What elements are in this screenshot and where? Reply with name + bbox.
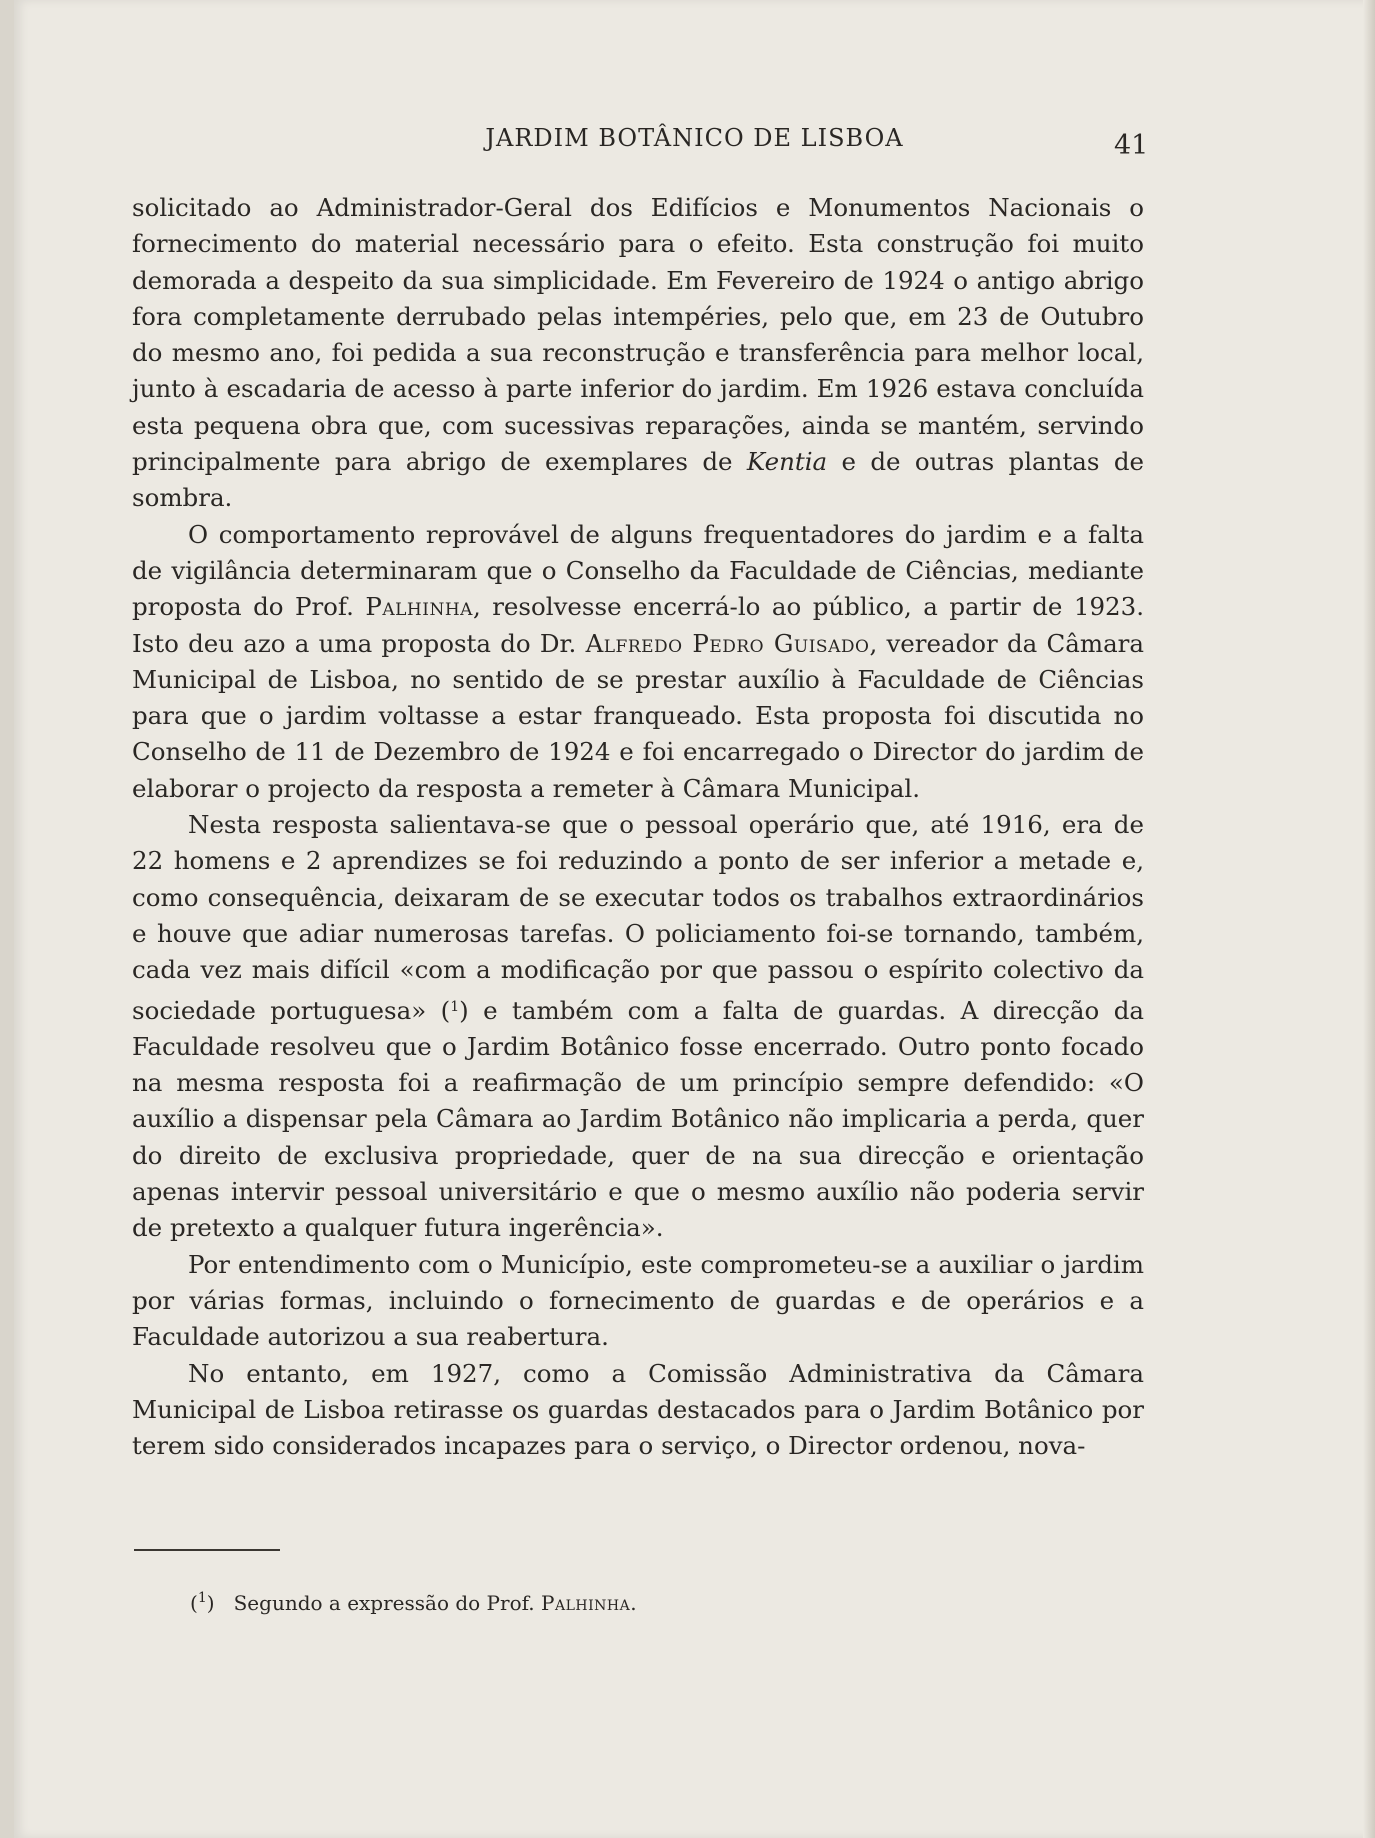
footnote-text: Segundo a expressão do Prof. [233, 1591, 542, 1615]
paragraph-3 [132, 807, 1144, 1247]
paragraph-text: solicitado ao Administrador-Geral dos Edifícios e Monumentos Nacionais o fornecimento do material necessário para o efeito. Esta construção foi muito demorada a despeito da sua simplicidade. Em Fevereiro de 1924 o antigo abrigo fora completamente derrubado pelas intempéries, pelo que, em 23 de Outubro do mesmo ano, foi pedida a sua reconstrução e transferência para melhor local, junto à escadaria de acesso à parte inferior do jardim. Em 1926 estava concluída esta pequena obra que, com sucessivas reparações, ainda se mantém, servindo principalmente para abrigo de exemplares de [132, 193, 1144, 477]
paragraph-text: O comportamento reprovável de alguns frequentadores do jardim e a falta de vigilância determinaram que o Conselho da Faculdade de Ciências, mediante proposta do Prof. [132, 519, 1144, 622]
body-text [132, 190, 1144, 1464]
paragraph-5: No entanto, em 1927, como a Comissão Administrativa da Câmara Municipal de Lisboa retirasse os guardas destacados para o Jardim Botânico por terem sido considerados incapazes para o serviço, o Director ordenou, nova- [132, 1358, 1144, 1461]
book-page [14, 0, 1375, 1838]
running-title: JARDIM BOTÂNICO DE LISBOA [485, 124, 904, 152]
paragraph-4: Por entendimento com o Município, este comprometeu-se a auxiliar o jardim por várias formas, incluindo o fornecimento de guardas e de operários e a Faculdade autorizou a sua reabertura. [132, 1249, 1144, 1352]
page-number: 41 [1114, 130, 1149, 161]
footnote-marker: 1 [197, 1590, 207, 1606]
footnote-divider [134, 1549, 280, 1551]
paragraph-text: , resolvesse encerrá-lo ao público, a partir de 1923. Isto deu azo a uma proposta do Dr. [132, 592, 1144, 658]
paragraph-2 [132, 517, 1144, 807]
paragraph-text: e de outras plantas de sombra. [132, 447, 1145, 513]
italic-term: Kentia [746, 447, 828, 477]
page-edge [1363, 0, 1375, 1838]
person-name: Alfredo Pedro Guisado [585, 628, 870, 658]
person-name: Palhinha [541, 1591, 631, 1615]
footnote-reference[interactable]: 1 [450, 998, 460, 1015]
person-name: Palhinha [365, 592, 473, 622]
footnote-end: . [630, 1591, 637, 1615]
paragraph-text: ) e também com a falta de guardas. A direcção da Faculdade resolveu que o Jardim Botânico fosse encerrado. Outro ponto focado na mesma resposta foi a reafirmação de um princípio sempre defendido: «O auxílio a dispensar pela Câmara ao Jardim Botânico não implicaria a perda, quer do direito de exclusiva propriedade, quer de na sua direcção e orientação apenas intervir pessoal universitário e que o mesmo auxílio não poderia servir de pretexto a qualquer futura ingerência». [132, 995, 1145, 1243]
paragraph-1 [132, 190, 1144, 517]
paragraph-text: Nesta resposta salientava-se que o pessoal operário que, até 1916, era de 22 homens e 2 aprendizes se foi reduzindo a ponto de ser inferior a metade e, como consequência, deixaram de se executar todos os trabalhos extraordinários e houve que adiar numerosas tarefas. O policiamento foi-se tornando, também, cada vez mais difícil «com a modificação por que passou o espírito colectivo da sociedade portuguesa» ( [132, 810, 1144, 1025]
footnote: ($^1$) Segundo a expressão do Prof. Palhinha. [190, 1590, 637, 1615]
paragraph-text: , vereador da Câmara Municipal de Lisboa, no sentido de se prestar auxílio à Faculdade de Ciências para que o jardim voltasse a estar franqueado. Esta proposta foi discutida no Conselho de 11 de Dezembro de 1924 e foi encarregado o Director do jardim de elaborar o projecto da resposta a remeter à Câmara Municipal. [132, 628, 1144, 803]
